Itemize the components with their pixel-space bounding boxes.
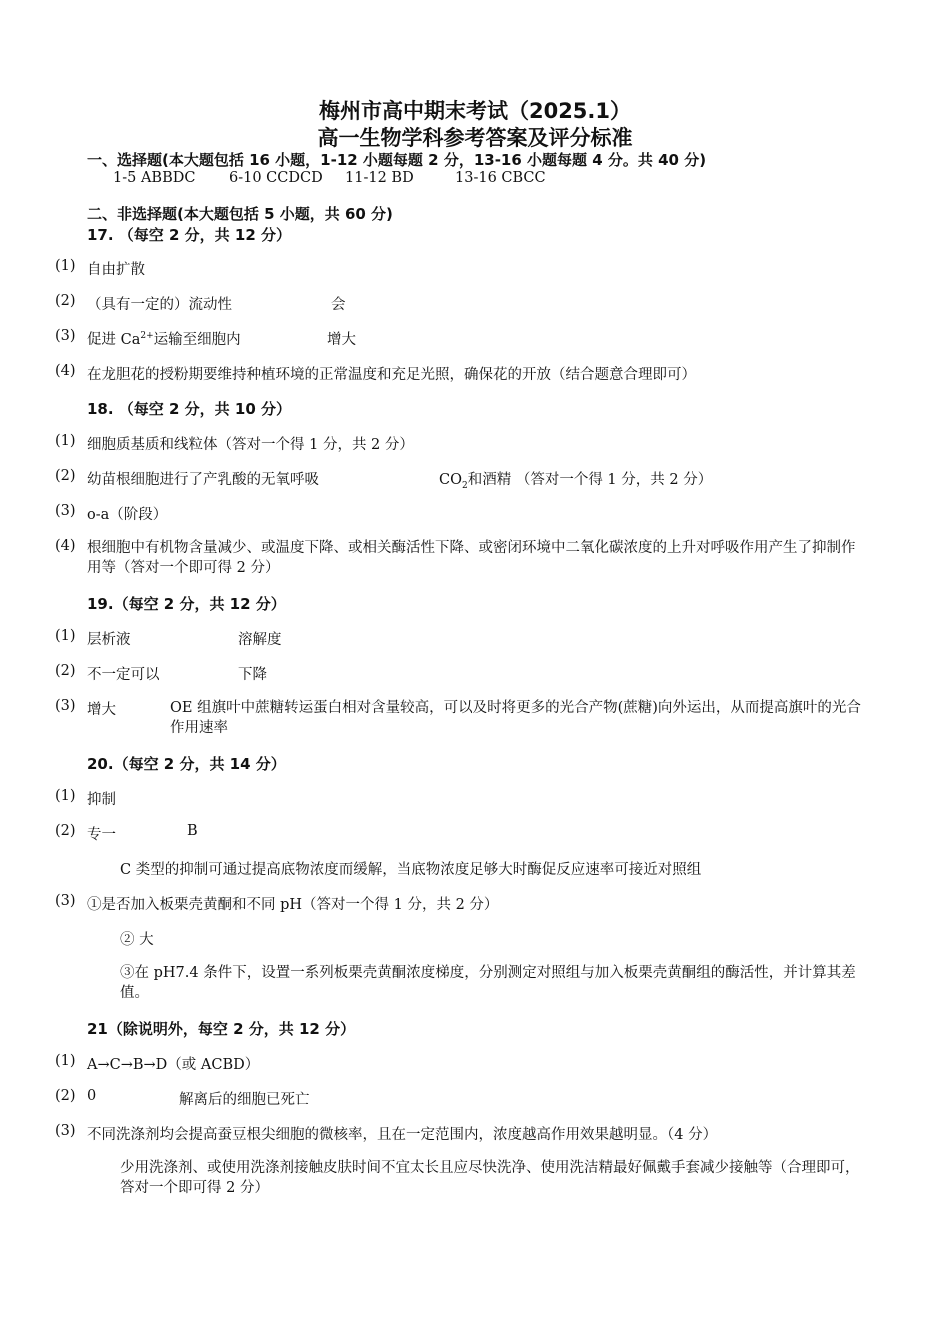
item-number: (3) — [55, 1123, 76, 1139]
answer-text: 在龙胆花的授粉期要维持种植环境的正常温度和充足光照，确保花的开放（结合题意合理即可） — [87, 367, 696, 383]
question-title-21: 21（除说明外，每空 2 分，共 12 分） — [87, 1020, 356, 1038]
question-title-17: 17. （每空 2 分，共 12 分） — [87, 226, 291, 244]
answer-text: 增大 — [327, 332, 356, 348]
choice-answer: 1-5 ABBDC — [113, 170, 196, 186]
answer-text: 解离后的细胞已死亡 — [179, 1092, 310, 1108]
answer-text: $CO_2$和酒精 （答对一个得 1 分，共 2 分） — [439, 472, 713, 491]
answer-text: OE 组旗叶中蔗糖转运蛋白相对含量较高，可以及时将更多的光合产物(蔗糖)向外运出，从而提高旗叶的光合作用速率 — [170, 700, 861, 736]
answer-text: 根细胞中有机物含量减少、或温度下降、或相关酶活性下降、或密闭环境中二氧化碳浓度的上升对呼吸作用产生了抑制作用等（答对一个即可得 2 分） — [87, 540, 856, 576]
answer-text: （具有一定的）流动性 — [87, 297, 232, 313]
answer-text: 少用洗涤剂、或使用洗涤剂接触皮肤时间不宜太长且应尽快洗净、使用洗洁精最好佩戴手套减少接触等（合理即可，答对一个即可得 2 分） — [120, 1160, 860, 1196]
item-number: (3) — [55, 503, 76, 519]
answer-text: B — [187, 823, 198, 839]
question-title-18: 18. （每空 2 分，共 10 分） — [87, 400, 291, 418]
answer-text: ③在 pH7.4 条件下，设置一系列板栗壳黄酮浓度梯度，分别测定对照组与加入板栗壳黄酮组的酶活性，并计算其差值。 — [120, 965, 856, 1001]
item-number: (2) — [55, 823, 76, 839]
item-number: (1) — [55, 433, 76, 449]
item-number: (1) — [55, 1053, 76, 1069]
item-number: (2) — [55, 663, 76, 679]
item-number: (3) — [55, 328, 76, 344]
choice-answer: 11-12 BD — [345, 170, 414, 186]
question-title-19: 19.（每空 2 分，共 12 分） — [87, 595, 286, 613]
answer-text: 细胞质基质和线粒体（答对一个得 1 分，共 2 分） — [87, 437, 414, 453]
answer-text: 专一 — [87, 827, 116, 843]
answer-text: 不一定可以 — [87, 667, 160, 683]
answer-text: 幼苗根细胞进行了产乳酸的无氧呼吸 — [87, 472, 319, 488]
question-title-20: 20.（每空 2 分，共 14 分） — [87, 755, 286, 773]
answer-text: A→C→B→D（或 ACBD） — [87, 1057, 260, 1073]
answer-text: 促进 $Ca^{2+}$运输至细胞内 — [87, 331, 241, 348]
answer-text: 增大 — [87, 702, 116, 718]
answer-text: C 类型的抑制可通过提高底物浓度而缓解，当底物浓度足够大时酶促反应速率可接近对照组 — [120, 862, 702, 878]
answer-text: 抑制 — [87, 792, 116, 808]
answer-text: 层析液 — [87, 632, 131, 648]
answer-text: 不同洗涤剂均会提高蚕豆根尖细胞的微核率，且在一定范围内，浓度越高作用效果越明显。（4 分） — [87, 1127, 718, 1143]
answer-text: o-a（阶段） — [87, 507, 168, 523]
page-subtitle: 高一生物学科参考答案及评分标准 — [317, 126, 633, 150]
answer-text: 会 — [331, 297, 346, 313]
item-number: (3) — [55, 698, 76, 714]
answer-text: 溶解度 — [238, 632, 282, 648]
page-title: 梅州市高中期末考试（2025.1） — [318, 99, 632, 123]
section-heading-nonchoice: 二、非选择题(本大题包括 5 小题，共 60 分) — [87, 205, 393, 223]
answer-text: ② 大 — [120, 932, 154, 948]
choice-answer: 13-16 CBCC — [455, 170, 546, 186]
choice-answer: 6-10 CCDCD — [229, 170, 323, 186]
item-number: (2) — [55, 1088, 76, 1104]
item-number: (2) — [55, 293, 76, 309]
answer-text: 下降 — [238, 667, 267, 683]
section-heading-choice: 一、选择题(本大题包括 16 小题，1-12 小题每题 2 分，13-16 小题每题 4 分。共 40 分) — [87, 151, 707, 169]
item-number: (2) — [55, 468, 76, 484]
answer-text: 0 — [87, 1088, 97, 1104]
answer-text: 自由扩散 — [87, 262, 145, 278]
item-number: (3) — [55, 893, 76, 909]
item-number: (1) — [55, 258, 76, 274]
item-number: (4) — [55, 538, 76, 554]
item-number: (1) — [55, 628, 76, 644]
item-number: (1) — [55, 788, 76, 804]
answer-text: ①是否加入板栗壳黄酮和不同 pH（答对一个得 1 分，共 2 分） — [87, 897, 499, 913]
item-number: (4) — [55, 363, 76, 379]
